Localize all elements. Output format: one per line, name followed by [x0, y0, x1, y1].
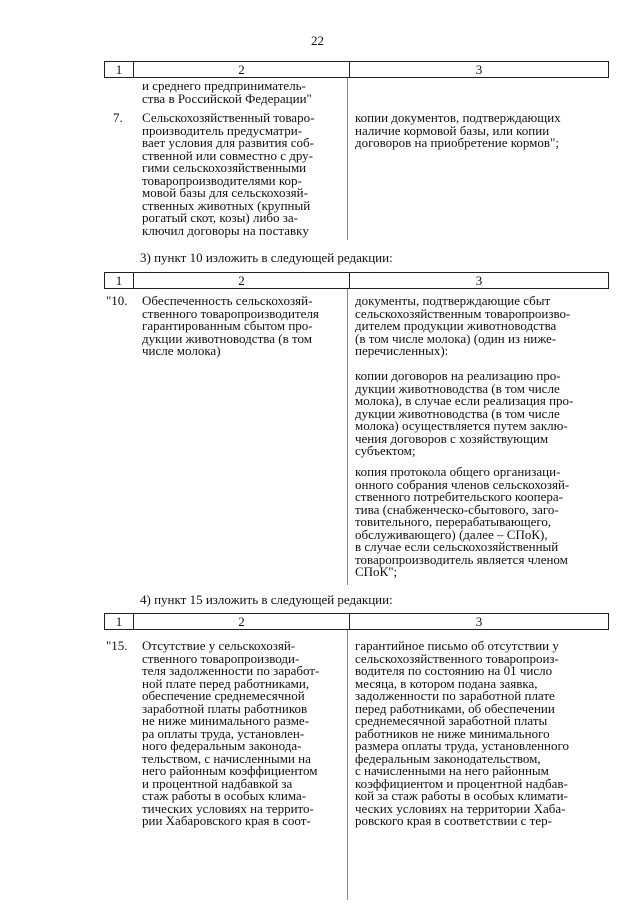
item-number-15: "15. — [106, 638, 128, 653]
instruction-item-15: 4) пункт 15 изложить в следующей редакции: — [140, 592, 393, 607]
header-col-3: 3 — [475, 273, 483, 288]
item-10-option-contracts: копии договоров на реализацию про- дукции животноводства (в том числе молока), в случае если реализация про- дукции животноводства (в том числе молока) осуществляется путем заклю- чения договоров с хозяйствующим субъектом; — [355, 368, 574, 458]
item-10-documents-intro: документы, подтверждающие сбыт сельскохозяйственным товаропроизво- дителем продукции животноводства (в том числе молока) (один из ниже- перечисленных): — [355, 293, 571, 358]
item-15-requirement: Отсутствие у сельскохозяй- ственного товаропроизводи- теля задолженности по заработ- ной плате перед работниками, обеспечение среднемесячной заработной платы работников не ниже минимального разме- ра оплаты труда, установлен- ного федеральным законода- тельством, с начисленными на него районным коэффициентом и процентной надбавкой за стаж работы в особых клима- тических условиях на террито- рии Хабаровского края в соот- — [142, 638, 320, 828]
item-7-requirement: Сельскохозяйственный товаро- производитель предусматри- вает условия для развития соб- ственной или совместно с дру- гими сельскохозяйственными товаропроизводителями кор- мовой базы для сельскохозяй- ственных животных (крупный рогатый скот, козы) либо за- ключил договоры на поставку — [142, 110, 315, 238]
item-number-10: "10. — [106, 293, 128, 308]
item-15-documents: гарантийное письмо об отсутствии у сельскохозяйственного товаропроиз- водителя по состоянию на 01 число месяца, в котором подана заявка, задолженности по заработной плате перед работниками, об обеспечении среднемесячной заработной платы работников не ниже минимального размера оплаты труда, установленного федеральным законодательством, с начисленными на него районным коэффициентом и процентной надбав- кой за стаж работы в особых климати- ческих условиях на территории Хаба- ровского края в соответствии с тер- — [355, 638, 569, 828]
header-col-3: 3 — [475, 614, 483, 629]
page-number: 22 — [311, 33, 324, 48]
item-number-7: 7. — [113, 110, 123, 125]
column-divider — [347, 78, 348, 240]
instruction-item-10: 3) пункт 10 изложить в следующей редакции: — [140, 250, 393, 265]
continuation-text: и среднего предприниматель- ства в Российской Федерации" — [142, 78, 312, 106]
header-col-2: 2 — [134, 614, 350, 629]
table-header-row — [104, 61, 609, 78]
item-10-option-protocol: копия протокола общего организаци- онного собрания членов сельскохозяй- ственного потребительского коопера- тива (снабженческо-сбытового, заго- товительного, перерабатывающего, обслуживающего) (далее – СПоК), в случае если сельскохозяйственный товаропроизводитель является членом СПоК"; — [355, 464, 570, 579]
header-col-3: 3 — [475, 62, 483, 77]
header-col-1: 1 — [105, 273, 134, 288]
column-divider — [347, 289, 348, 585]
item-10-requirement: Обеспеченность сельскохозяй- ственного товаропроизводителя гарантированным сбытом про- дукции животноводства (в том числе молока) — [142, 293, 319, 358]
header-col-1: 1 — [105, 62, 134, 77]
table-header-row — [104, 613, 609, 630]
header-col-2: 2 — [134, 62, 350, 77]
header-col-1: 1 — [105, 614, 134, 629]
column-divider — [347, 630, 348, 900]
header-col-2: 2 — [134, 273, 350, 288]
table-header-row — [104, 272, 609, 289]
item-7-documents: копии документов, подтверждающих наличие кормовой базы, или копии договоров на приобретение кормов"; — [355, 110, 561, 150]
